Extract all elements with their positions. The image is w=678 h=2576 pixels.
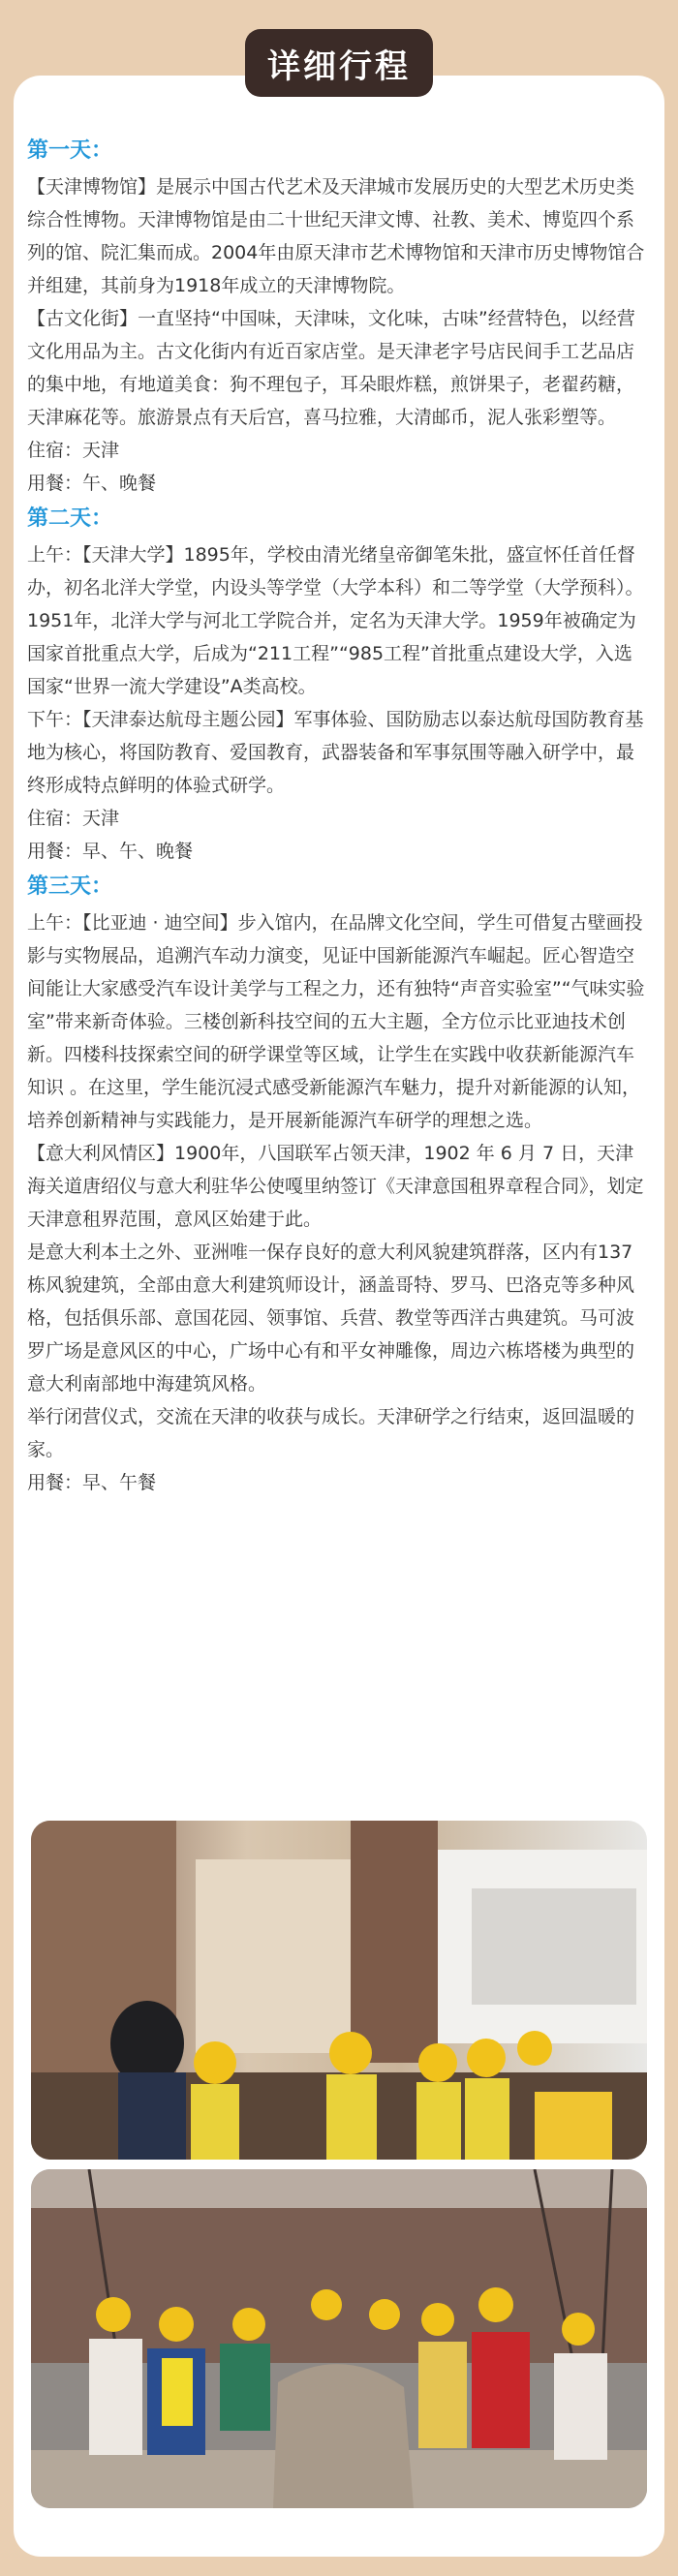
day-3-meals: 用餐：早、午餐	[27, 1472, 157, 1493]
day-1-meals: 用餐：午、晚餐	[27, 473, 157, 494]
day-3-paragraph: 上午：【比亚迪 · 迪空间】步入馆内，在品牌文化空间，学生可借复古壁画投影与实物展品，追溯汽车动力演变，见证中国新能源汽车崛起。匠心智造空间能让大家感受汽车设计美学与工程之力，还有独特“声音实验室”“气味实验室”带来新奇体验。三楼创新科技空间的五大主题，全方位示比亚迪技术创新。四楼科技探索空间的研学课堂等区域，让学生在实践中收获新能源汽车知识 。在这里，学生能沉浸式感受新能源汽车魅力，提升对新能源的认知，培养创新精神与实践能力，是开展新能源汽车研学的理想之选。	[27, 912, 645, 1131]
day-1-section	[27, 132, 649, 500]
day-2-section	[27, 500, 649, 868]
group-scene-image	[31, 2169, 647, 2508]
day-3-paragraph: 是意大利本土之外、亚洲唯一保存良好的意大利风貌建筑群落，区内有137 栋风貌建筑，全部由意大利建筑师设计，涵盖哥特、罗马、巴洛克等多种风格，包括俱乐部、意国花园、领事馆、兵营、教堂等西洋古典建筑。马可波罗广场是意风区的中心，广场中心有和平女神雕像，周边六栋塔楼为典型的意大利南部地中海建筑风格。	[27, 1242, 635, 1395]
day-1-heading: 第一天：	[27, 138, 113, 163]
page-title: 详细行程	[245, 29, 433, 97]
day-1-lodging: 住宿：天津	[27, 440, 120, 461]
itinerary-content	[27, 132, 649, 1499]
day-3-section	[27, 868, 649, 1499]
day-2-heading: 第二天：	[27, 506, 113, 531]
day-2-lodging: 住宿：天津	[27, 808, 120, 829]
day-2-paragraph: 上午：【天津大学】1895年，学校由清光绪皇帝御笔朱批，盛宣怀任首任督办，初名北洋大学堂，内设头等学堂（大学本科）和二等学堂（大学预科）。1951年，北洋大学与河北工学院合并，定名为天津大学。1959年被确定为国家首批重点大学，后成为“211工程”“985工程”首批重点建设大学，入选国家“世界一流大学建设”A类高校。	[27, 544, 644, 697]
group-photo	[31, 2169, 647, 2508]
day-3-paragraph: 举行闭营仪式，交流在天津的收获与成长。天津研学之行结束，返回温暖的家。	[27, 1406, 635, 1460]
day-1-paragraph: 【天津博物馆】是展示中国古代艺术及天津城市发展历史的大型艺术历史类综合性博物。天津博物馆是由二十世纪天津文博、社教、美术、博览四个系列的馆、院汇集而成。2004年由原天津市艺术博物馆和天津市历史博物馆合并组建，其前身为1918年成立的天津博物院。	[27, 176, 645, 296]
day-3-paragraph: 【意大利风情区】1900年，八国联军占领天津，1902 年 6 月 7 日，天津海关道唐绍仪与意大利驻华公使嘎里纳签订《天津意国租界章程合同》，划定天津意租界范围，意风区始建于此。	[27, 1143, 644, 1230]
museum-scene-image	[31, 1821, 647, 2160]
day-2-meals: 用餐：早、午、晚餐	[27, 841, 194, 862]
day-3-heading: 第三天：	[27, 874, 113, 899]
day-2-paragraph: 下午：【天津泰达航母主题公园】军事体验、国防励志以泰达航母国防教育基地为核心，将国防教育、爱国教育，武器装备和军事氛围等融入研学中，最终形成特点鲜明的体验式研学。	[27, 709, 644, 796]
day-1-paragraph: 【古文化街】一直坚持“中国味，天津味，文化味，古味”经营特色，以经营文化用品为主。古文化街内有近百家店堂。是天津老字号店民间手工艺品店的集中地，有地道美食：狗不理包子，耳朵眼炸糕，煎饼果子，老翟药糖，天津麻花等。旅游景点有天后宫，喜马拉雅，大清邮币，泥人张彩塑等。	[27, 308, 635, 428]
museum-photo	[31, 1821, 647, 2160]
